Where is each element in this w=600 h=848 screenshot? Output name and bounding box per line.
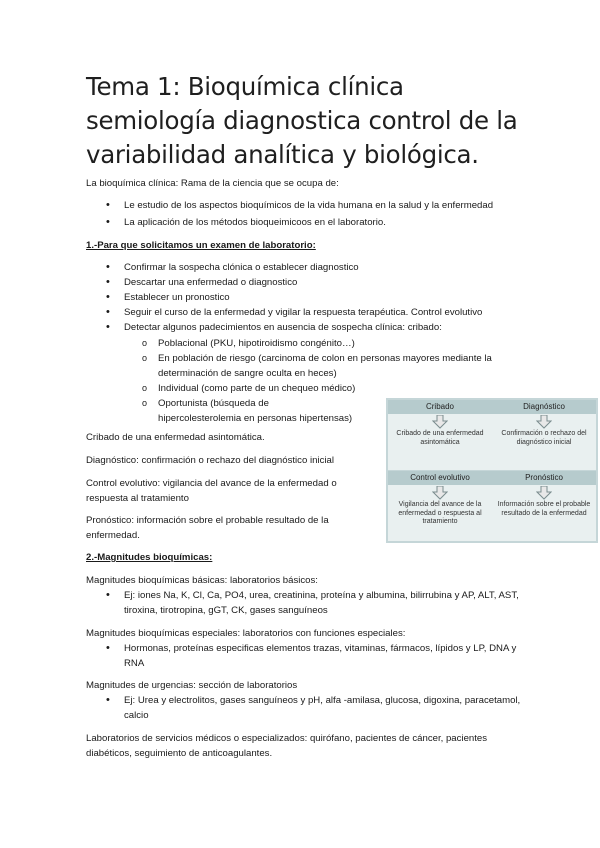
diagram-cell-diagnostico [492,400,596,470]
diagram-cell-control [388,471,492,541]
section1-bullet: • Seguir el curso de la enfermedad y vigilar la respuesta terapéutica. Control evolutivo [104,305,524,320]
services-text: Laboratorios de servicios médicos o especializados: quirófano, pacientes de cáncer, pacientes diabéticos, seguimiento de anticoagulantes. [86,733,488,759]
cribado-sub-bullet: o Oportunista (búsqueda de hipercolesterolemia en personas hipertensas) [142,396,354,426]
section1-bullet: • Confirmar la sospecha clónica o establecer diagnostico [104,260,524,275]
section1-heading: 1.-Para que solicitamos un examen de laboratorio: [86,240,316,251]
cribado-sub-bullet: o Individual (como parte de un chequeo médico) [142,381,514,396]
cribado-sub-bullet: o En población de riesgo (carcinoma de colon en personas mayores mediante la determinación de sangre oculta en heces) [142,351,514,381]
diagram-cell-text: Confirmación o rechazo del diagnóstico inicial [501,430,587,446]
urgent-magnitudes-title: Magnitudes de urgencias: sección de laboratorios [86,680,298,691]
section1-bullet: • Detectar algunos padecimientos en ausencia de sospecha clínica: cribado: [104,320,524,335]
special-magnitudes-bullet: • Hormonas, proteínas especificas elementos trazas, vitaminas, fármacos, lípidos y LP, DNA y RNA [104,641,524,671]
diagram-cell-cribado [388,400,492,470]
page-title: Tema 1: Bioquímica clínica semiología diagnostica control de la variabilidad analítica y biológica. [86,72,518,169]
section2-heading: 2.-Magnitudes bioquímicas: [86,552,213,563]
section1-bullet-list [104,260,524,335]
diagram-cell-heading: Diagnóstico [492,400,596,414]
diagram-cell-heading: Control evolutivo [388,471,492,485]
urgent-magnitudes-list [104,693,524,723]
diagram-cell-pronostico [492,471,596,541]
intro-bullet: • La aplicación de los métodos bioqueimicoos en el laboratorio. [104,215,524,230]
special-magnitudes-title: Magnitudes bioquímicas especiales: laboratorios con funciones especiales: [86,628,406,639]
diagnostic-uses-diagram [386,398,598,543]
basic-magnitudes-bullet: • Ej: iones Na, K, Cl, Ca, PO4, urea, creatinina, proteína y albumina, bilirrubina y AP, ALT, AST, tiroxina, tirotropina, gGT, CK, gases sanguíneos [104,588,524,618]
down-arrow-icon [536,486,552,500]
diagram-cell-text: Cribado de una enfermedad asintomática [396,430,484,446]
definition-cribado: Cribado de una enfermedad asintomática. [86,432,265,443]
basic-magnitudes-list [104,588,524,618]
diagram-cell-text: Vigilancia del avance de la enfermedad o respuesta al tratamiento [398,501,482,525]
diagram-cell-text: Información sobre el probable resultado de la enfermedad [497,501,591,517]
diagram-cell-heading: Pronóstico [492,471,596,485]
intro-bullet-list [104,198,524,230]
definition-diagnostico: Diagnóstico: confirmación o rechazo del diagnóstico inicial [86,455,334,466]
section1-bullet: • Descartar una enfermedad o diagnostico [104,275,524,290]
down-arrow-icon [432,486,448,500]
intro-bullet: • Le estudio de los aspectos bioquímicos de la vida humana en la salud y la enfermedad [104,198,524,213]
urgent-magnitudes-bullet: • Ej: Urea y electrolitos, gases sanguíneos y pH, alfa -amilasa, glucosa, digoxina, paracetamol, calcio [104,693,524,723]
intro-text: La bioquímica clínica: Rama de la ciencia que se ocupa de: [86,178,339,189]
special-magnitudes-list [104,641,524,671]
definition-control: Control evolutivo: vigilancia del avance de la enfermedad o respuesta al tratamiento [86,478,337,504]
diagram-cell-heading: Cribado [388,400,492,414]
basic-magnitudes-title: Magnitudes bioquímicas básicas: laboratorios básicos: [86,575,318,586]
cribado-sub-bullet: o Poblacional (PKU, hipotiroidismo congénito…) [142,336,514,351]
section1-bullet: • Establecer un pronostico [104,290,524,305]
down-arrow-icon [536,415,552,429]
down-arrow-icon [432,415,448,429]
definition-pronostico: Pronóstico: información sobre el probable resultado de la enfermedad. [86,515,329,541]
